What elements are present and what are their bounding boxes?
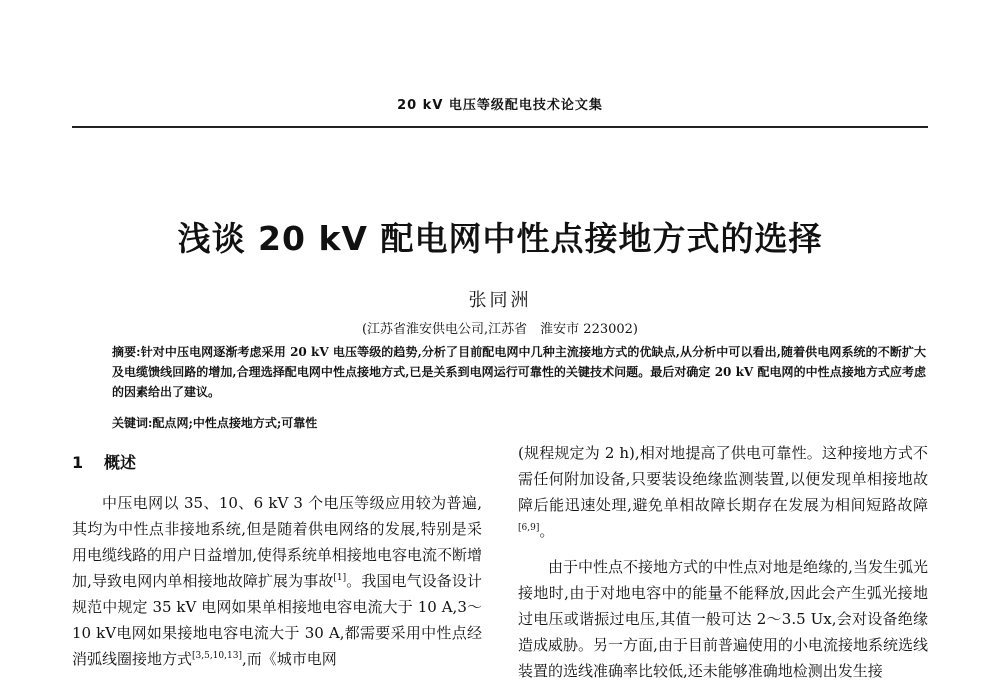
abstract — [112, 342, 926, 402]
right-column — [518, 440, 928, 684]
running-header: 20 kV 电压等级配电技术论文集 — [397, 98, 603, 113]
citation: [3,5,10,13] — [192, 651, 242, 661]
article-title: 浅谈 20 kV 配电网中性点接地方式的选择 — [177, 219, 823, 258]
keywords-text: 配点网;中性点接地方式;可靠性 — [152, 416, 318, 430]
abstract-label: 摘要: — [112, 345, 141, 359]
citation: [6,9] — [518, 523, 540, 533]
author-name: 张同洲 — [468, 290, 532, 311]
section-number: 1 — [72, 453, 84, 472]
author-affiliation: (江苏省淮安供电公司,江苏省 淮安市 223002) — [361, 322, 639, 337]
paragraph — [518, 440, 928, 544]
paragraph-text: (规程规定为 2 h),相对地提高了供电可靠性。这种接地方式不需任何附加设备,只要装设绝缘监测装置,以便发现单相接地故障后能迅速处理,避免单相故障长期存在发展为相间短路故障 — [518, 444, 928, 514]
paragraph-text: 。我国电气设备设计规范中规定 35 kV 电网如果单相接地电容电流大于 10 A,3～10 kV电网如果接地电容电流大于 30 A,都需要采用中性点经消弧线圈接地方式 — [72, 572, 482, 668]
section-title: 概述 — [104, 453, 137, 472]
paragraph-text: ,而《城市电网 — [241, 650, 337, 668]
left-column — [72, 440, 482, 672]
paragraph — [518, 554, 928, 684]
citation: [1] — [333, 573, 347, 583]
paragraph-text: 。 — [539, 522, 555, 540]
paragraph-text: 中压电网以 35、10、6 kV 3 个电压等级应用较为普遍,其均为中性点非接地系统,但是随着供电网络的发展,特别是采用电缆线路的用户日益增加,使得系统单相接地电容电流不断增加,导致电网内单相接地故障扩展为事故 — [72, 494, 482, 590]
paragraph — [72, 490, 482, 672]
keywords-label: 关键词: — [112, 416, 153, 430]
header-rule — [72, 126, 928, 128]
section-heading — [72, 450, 482, 476]
abstract-text: 针对中压电网逐渐考虑采用 20 kV 电压等级的趋势,分析了目前配电网中几种主流接地方式的优缺点,从分析中可以看出,随着供电网系统的不断扩大及电缆馈线回路的增加,合理选择配电网中性点接地方式,已是关系到电网运行可靠性的关键技术问题。最后对确定 20 kV 配电网的中性点接地方式应考虑的因素给出了建议。 — [112, 345, 926, 399]
paragraph-text: 由于中性点不接地方式的中性点对地是绝缘的,当发生弧光接地时,由于对地电容中的能量不能释放,因此会产生弧光接地过电压或谐振过电压,其值一般可达 2～3.5 Ux,会对设备绝缘造成威胁。另一方面,由于目前普遍使用的小电流接地系统选线装置的选线准确率比较低,还未能够准确地检测出发生接 — [518, 558, 928, 680]
keywords — [112, 414, 926, 431]
